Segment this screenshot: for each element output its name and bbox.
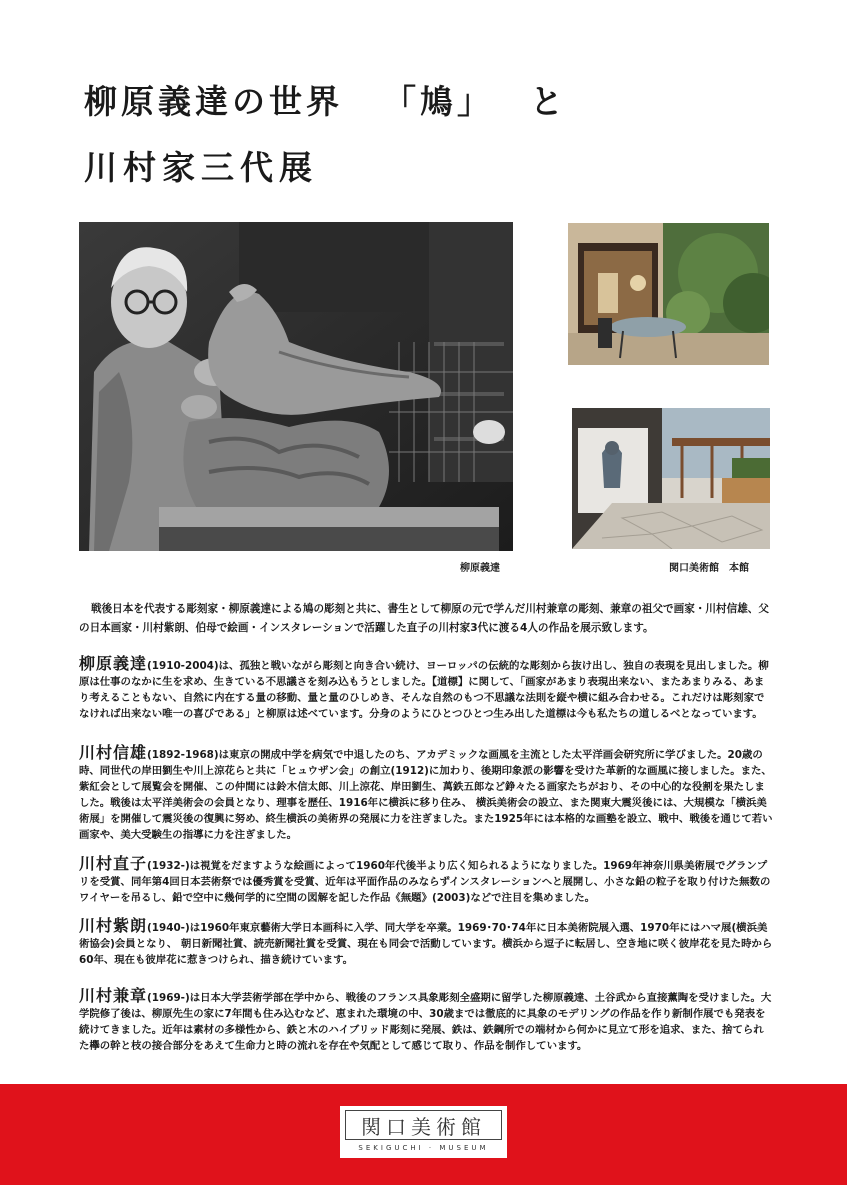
caption-main-building: 本館 <box>729 563 749 574</box>
title-part-world: 柳原義達の世界 <box>84 82 343 121</box>
artist-name: 川村紫朗 <box>79 916 148 935</box>
page-title-line-1 <box>84 76 567 123</box>
logo-wordmark: 関口美術館 <box>345 1110 502 1140</box>
artist-years: (1932-) <box>147 860 190 872</box>
artist-bio-text: は1960年東京藝術大学日本画科に入学、同大学を卒業。1969･70･74年に日本美術院展入選、1970年にはハマ展(横浜美術協会)会員となり、 朝日新聞社賞、読売新聞社賞を受賞、現在も同会で活動しています。横浜から逗子に転居し、空き地に咲く彼岸花を見た時から60年、現在も彼岸花に惹きつけられ、描き続けています。 <box>79 922 773 966</box>
bio-kawamura-shiro <box>79 918 773 968</box>
photo-caption-sculptor: 柳原義達 <box>460 563 500 574</box>
artist-years: (1969-) <box>147 992 190 1004</box>
caption-museum-name: 関口美術館 <box>669 563 719 574</box>
museum-entrance-photo <box>572 408 770 549</box>
artist-bio-text: は日本大学芸術学部在学中から、戦後のフランス具象彫刻全盛期に留学した柳原義達、土谷武から直接薫陶を受けました。大学院修了後は、柳原先生の家に7年間も住み込むなど、恵まれた環境の中、30歳までは徹底的に具象のモデリングの作品を作り新制作展でも発表を続けてきました。近年は素材の多様性から、鉄と木のハイブリッド彫刻に発展、鉄は、鉄鋼所での端材から何かに見立て形を追求、また、捨てられた欅の幹と枝の接合部分をあえて生命力と時の流れを存在や気配として感じて取り、作品を制作しています。 <box>79 992 772 1052</box>
sculptor-photo <box>79 222 513 551</box>
bio-kawamura-naoko <box>79 856 773 906</box>
bio-kawamura-nobuo <box>79 745 773 843</box>
footer-banner <box>0 1084 847 1185</box>
artist-name: 川村直子 <box>79 854 148 873</box>
museum-garden-photo <box>568 223 769 365</box>
exhibition-intro: 戦後日本を代表する彫刻家・柳原義達による鳩の彫刻と共に、書生として柳原の元で学んだ川村兼章の彫刻、兼章の祖父で画家・川村信雄、父の日本画家・川村紫朗、伯母で絵画・インスタレーションで活躍した直子の川村家3代に渡る4人の作品を展示致します。 <box>79 603 769 634</box>
bio-kawamura-kensho <box>79 988 773 1054</box>
artist-name: 川村信雄 <box>79 743 148 762</box>
bio-yanagihara <box>79 656 773 722</box>
logo-subtitle: SEKIGUCHI · MUSEUM <box>358 1144 489 1152</box>
title-part-dove: 「鳩」 <box>383 82 494 121</box>
photo-caption-museum <box>669 559 749 574</box>
artist-bio-text: は視覚をだますような絵画によって1960年代後半より広く知られるようになりました。1969年神奈川県美術展でグランプリを受賞、同年第4回日本芸術祭では優秀賞を受賞、近年は平面作品のみならずインスタレーションへと展開し、小さな鉛の粒子を取り付けた無数のワイヤーを吊るし、鉛で空中に幾何学的に空間の図解を記した作品《無題》(2003)などで注目を集めました。 <box>79 860 771 904</box>
museum-logo <box>340 1106 507 1158</box>
page-title-line-2: 川村家三代展 <box>84 148 318 187</box>
artist-name: 柳原義達 <box>79 654 148 673</box>
artist-years: (1892-1968) <box>147 749 219 761</box>
artist-name: 川村兼章 <box>79 986 148 1005</box>
artist-bio-text: は東京の開成中学を病気で中退したのち、アカデミックな画風を主流とした太平洋画会研究所に学びました。20歳の時、同世代の岸田劉生や川上涼花らと共に「ヒュウザン会」の創立(1912)に加わり、後期印象派の影響を受けた革新的な画風に接しました。また、紫紅会として展覧会を開催、この仲間には鈴木信太郎、川上涼花、岸田劉生、萬鉄五郎など錚々たる画家たちがおり、その中心的な役割を果たしました。戦後は太平洋美術会の会員となり、理事を歴任、1916年に横浜に移り住み、 横浜美術会の設立、また関東大震災後には、大規模な「横浜美術展」を開催して震災後の復興に努め、終生横浜の美術界の発展に力を注ぎました。また1925年には本格的な画塾を設立、戦中、戦後を通じて若い画家や、美大受験生の指導に力を注ぎました。 <box>79 749 773 841</box>
artist-years: (1910-2004) <box>147 660 219 672</box>
artist-bio-text: は、孤独と戦いながら彫刻と向き合い続け、ヨーロッパの伝統的な彫刻から抜け出し、独自の表現を見出しました。柳原は仕事のなかに生を求め、生きている不思議さを刻み込もうとしました。【道標】に関して、「画家があまり表現出来ない、またあまりみる、あまり考えることもない、自然に内在する量の移動、量と量のひしめき、そんな自然のもつ不思議な法則を縦や横に組み合わせる。これだけは彫刻家でなければ出来ない唯一の喜びである」と柳原は述べています。分身のようにひとつひとつ生み出した道標は今も私たちの道しるべとなっています。 <box>79 660 769 720</box>
artist-years: (1940-) <box>147 922 190 934</box>
title-part-and: と <box>530 82 567 121</box>
